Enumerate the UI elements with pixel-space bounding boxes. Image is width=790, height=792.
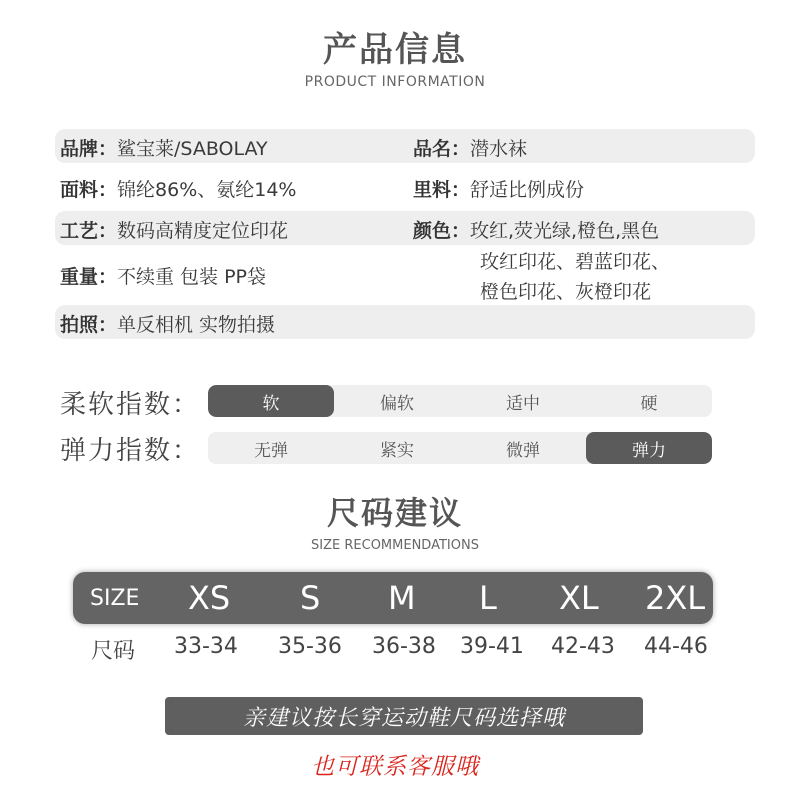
size-range-cell: 42-43 xyxy=(551,634,615,659)
info-lining xyxy=(413,175,584,202)
info-key: 工艺： xyxy=(60,220,118,242)
info-key: 里料： xyxy=(413,179,471,201)
info-key: 重量： xyxy=(60,266,118,288)
info-photo xyxy=(60,310,275,337)
softness-option: 硬 xyxy=(640,393,658,414)
elasticity-option: 微弹 xyxy=(506,440,540,461)
info-value: 单反相机 实物拍摄 xyxy=(117,314,276,336)
info-fabric xyxy=(60,175,296,202)
info-brand xyxy=(60,134,268,161)
elasticity-option: 弹力 xyxy=(586,432,712,464)
info-color-extra-2: 橙色印花、灰橙印花 xyxy=(480,281,652,303)
product-info-title: 产品信息 xyxy=(323,30,467,70)
info-value: 鲨宝莱/SABOLAY xyxy=(117,138,268,160)
info-value: 数码高精度定位印花 xyxy=(117,220,289,242)
size-range-cell: 39-41 xyxy=(460,634,524,659)
size-header-cell: L xyxy=(479,579,497,617)
contact-service-note: 也可联系客服哦 xyxy=(311,754,479,780)
size-header-cell: 2XL xyxy=(645,579,706,617)
softness-option: 适中 xyxy=(506,393,540,414)
size-range-cell: 36-38 xyxy=(372,634,436,659)
size-header-cell: S xyxy=(300,579,321,617)
size-range-cell: 35-36 xyxy=(278,634,342,659)
info-weight xyxy=(60,262,266,289)
softness-scale xyxy=(208,385,712,417)
size-range-cell: 33-34 xyxy=(174,634,238,659)
info-key: 品名： xyxy=(413,138,471,160)
size-section-title: 尺码建议 xyxy=(326,494,463,532)
size-header-cell: XL xyxy=(559,579,599,617)
softness-label: 柔软指数： xyxy=(60,390,201,420)
elasticity-label: 弹力指数： xyxy=(60,436,201,466)
size-section-subtitle: SIZE RECOMMENDATIONS xyxy=(311,538,479,553)
size-header-cell: M xyxy=(388,579,416,617)
info-color xyxy=(413,216,659,243)
info-value: 潜水袜 xyxy=(470,138,528,160)
info-key: 颜色： xyxy=(413,220,471,242)
info-product-name xyxy=(413,134,527,161)
size-row-label: 尺码 xyxy=(91,639,136,664)
softness-option: 软 xyxy=(208,385,334,417)
info-key: 品牌： xyxy=(60,138,118,160)
info-craft xyxy=(60,216,288,243)
elasticity-scale xyxy=(208,432,712,464)
info-value: 不续重 包装 PP袋 xyxy=(117,266,267,288)
softness-option: 偏软 xyxy=(380,393,414,414)
size-range-cell: 44-46 xyxy=(644,634,708,659)
size-header-cell: XS xyxy=(188,579,231,617)
size-tip-banner: 亲建议按长穿运动鞋尺码选择哦 xyxy=(165,697,643,735)
info-value: 玫红,荧光绿,橙色,黑色 xyxy=(470,220,660,242)
info-key: 面料： xyxy=(60,179,118,201)
info-key: 拍照： xyxy=(60,314,118,336)
elasticity-option: 无弹 xyxy=(254,440,288,461)
info-color-extra-1: 玫红印花、碧蓝印花、 xyxy=(480,251,671,273)
size-header-label: SIZE xyxy=(90,585,140,611)
product-info-subtitle: PRODUCT INFORMATION xyxy=(304,74,486,90)
elasticity-option: 紧实 xyxy=(380,440,414,461)
info-value: 舒适比例成份 xyxy=(470,179,585,201)
info-value: 锦纶86%、氨纶14% xyxy=(117,179,297,201)
